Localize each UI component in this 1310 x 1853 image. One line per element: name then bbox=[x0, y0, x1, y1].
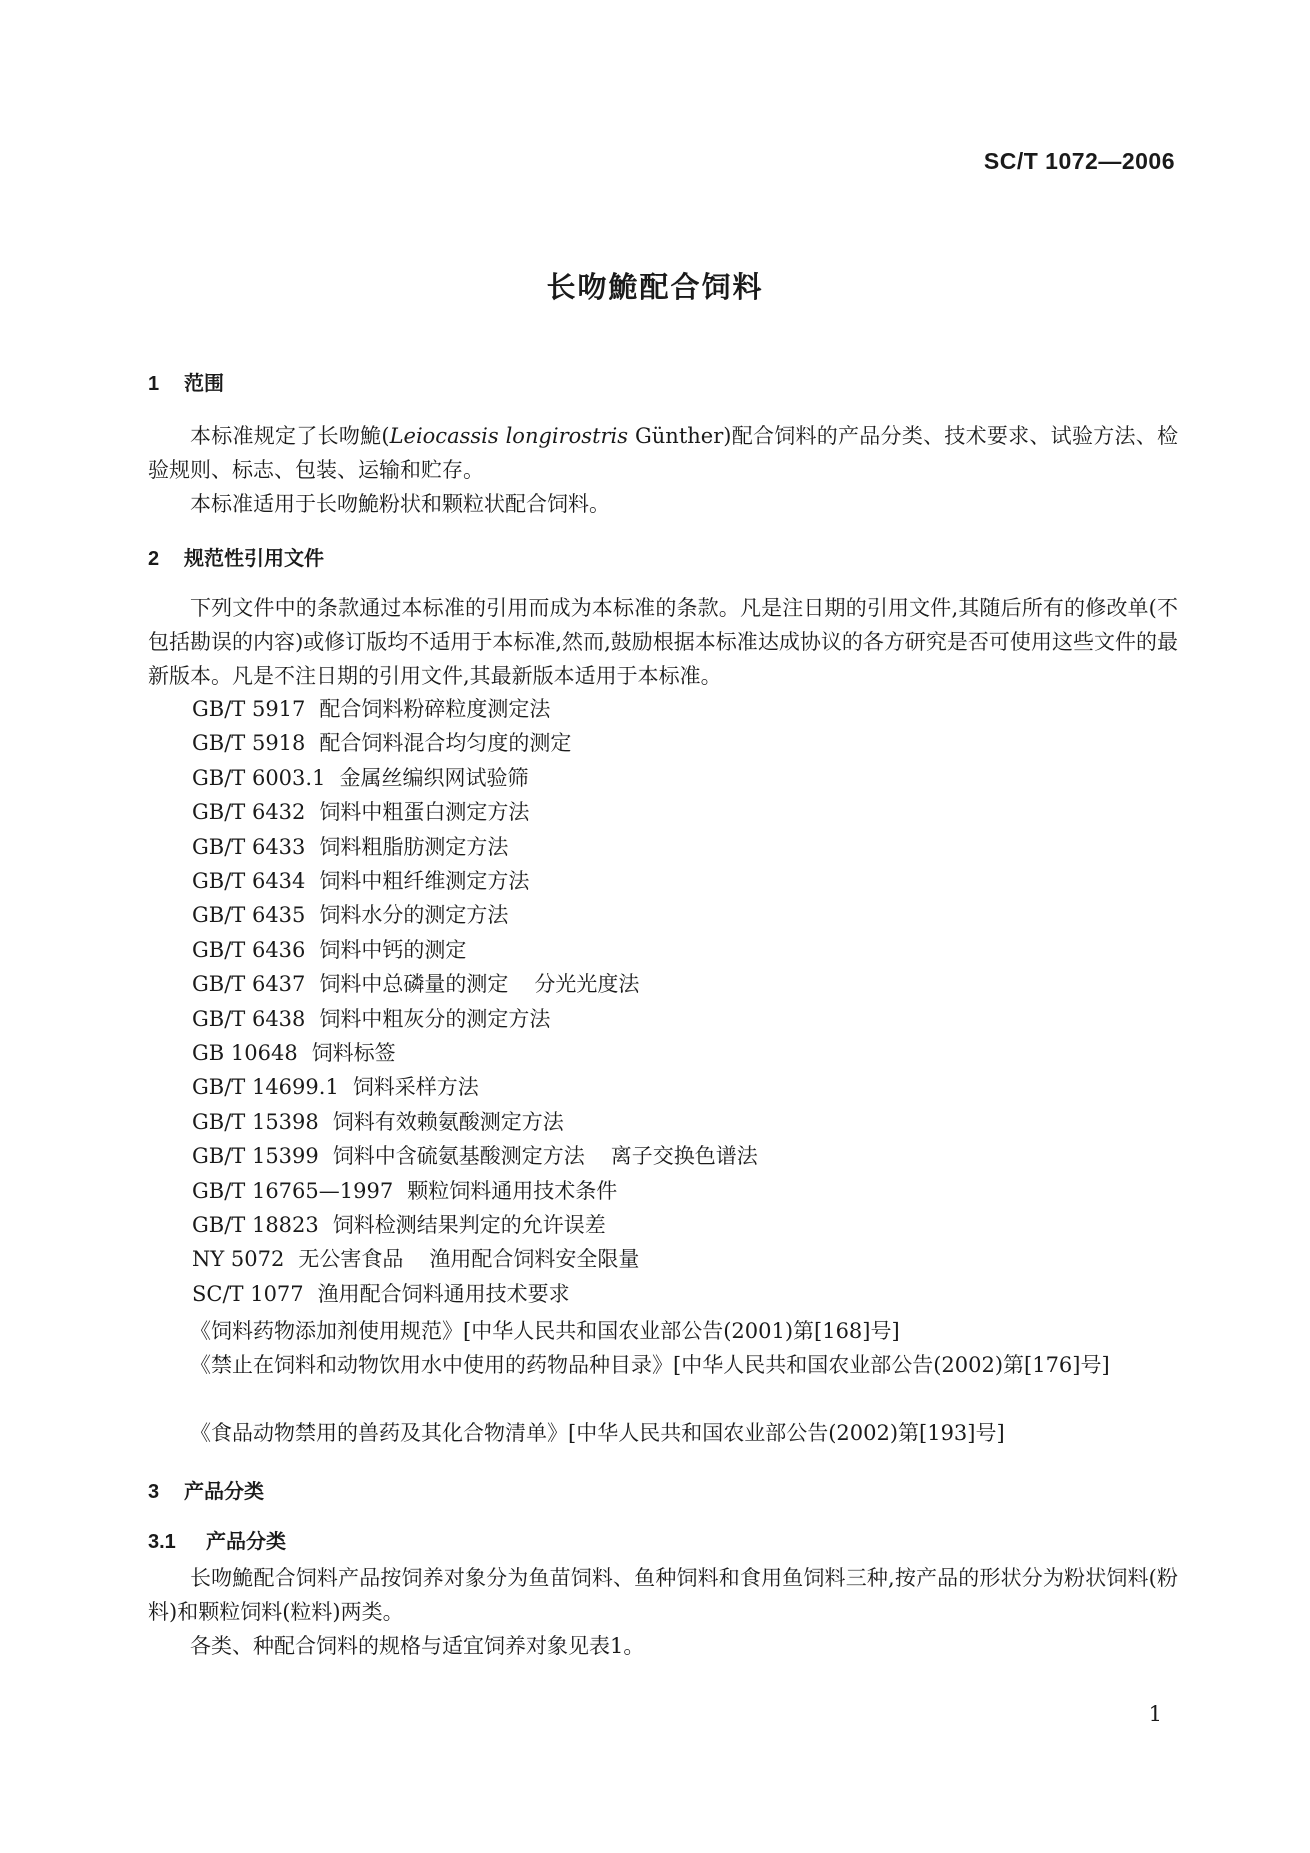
reference-title: 饲料标签 bbox=[311, 1041, 396, 1065]
reference-item bbox=[192, 899, 508, 929]
reference-code: GB/T 6437 bbox=[192, 972, 306, 996]
reference-item bbox=[192, 796, 529, 826]
section-title: 规范性引用文件 bbox=[184, 546, 324, 570]
section-3-paragraph-2: 各类、种配合饲料的规格与适宜饲养对象见表1。 bbox=[190, 1634, 645, 1658]
reference-code: GB/T 15398 bbox=[192, 1110, 319, 1134]
referenced-doc-3: 《食品动物禁用的兽药及其化合物清单》[中华人民共和国农业部公告(2002)第[193]号] bbox=[190, 1421, 1005, 1445]
subsection-number: 3.1 bbox=[148, 1531, 176, 1553]
reference-subtitle: 分光光度法 bbox=[534, 972, 640, 996]
reference-title: 饲料中粗纤维测定方法 bbox=[319, 869, 530, 893]
reference-code: GB/T 15399 bbox=[192, 1144, 319, 1168]
reference-code: SC/T 1077 bbox=[192, 1282, 304, 1306]
section-title: 产品分类 bbox=[184, 1479, 264, 1503]
reference-title: 无公害食品 bbox=[298, 1247, 404, 1271]
reference-title: 饲料中粗灰分的测定方法 bbox=[319, 1007, 551, 1031]
reference-item bbox=[192, 1071, 479, 1101]
reference-code: GB/T 5917 bbox=[192, 697, 306, 721]
referenced-doc-1: 《饲料药物添加剂使用规范》[中华人民共和国农业部公告(2001)第[168]号] bbox=[190, 1319, 900, 1343]
reference-code: GB/T 6434 bbox=[192, 869, 306, 893]
subsection-title: 产品分类 bbox=[206, 1529, 286, 1553]
section-number: 3 bbox=[148, 1481, 160, 1503]
reference-code: GB 10648 bbox=[192, 1041, 298, 1065]
reference-title: 渔用配合饲料通用技术要求 bbox=[317, 1282, 570, 1306]
reference-title: 饲料中总磷量的测定 bbox=[319, 972, 509, 996]
reference-item bbox=[192, 762, 528, 792]
latin-species-name: Leiocassis longirostris bbox=[389, 424, 629, 448]
reference-item bbox=[192, 968, 639, 998]
reference-item bbox=[192, 1278, 570, 1308]
reference-code: GB/T 5918 bbox=[192, 731, 306, 755]
section-title: 范围 bbox=[184, 371, 224, 395]
reference-title: 饲料中钙的测定 bbox=[319, 938, 467, 962]
section-2-intro: 下列文件中的条款通过本标准的引用而成为本标准的条款。凡是注日期的引用文件,其随后所有的修改单(不包括勘误的内容)或修订版均不适用于本标准,然而,鼓励根据本标准达成协议的各方研究是否可使用这些文件的最新版本。凡是不注日期的引用文件,其最新版本适用于本标准。 bbox=[148, 596, 1178, 688]
reference-item bbox=[192, 1140, 758, 1170]
reference-item bbox=[192, 693, 550, 723]
reference-subtitle: 渔用配合饲料安全限量 bbox=[429, 1247, 640, 1271]
reference-item bbox=[192, 1106, 564, 1136]
reference-title: 配合饲料粉碎粒度测定法 bbox=[319, 697, 551, 721]
reference-item bbox=[192, 727, 571, 757]
reference-item bbox=[192, 1037, 396, 1067]
reference-title: 饲料采样方法 bbox=[352, 1075, 479, 1099]
reference-code: GB/T 16765—1997 bbox=[192, 1179, 394, 1203]
section-number: 2 bbox=[148, 548, 160, 570]
reference-item bbox=[192, 1003, 550, 1033]
reference-title: 配合饲料混合均匀度的测定 bbox=[319, 731, 572, 755]
reference-code: GB/T 6436 bbox=[192, 938, 306, 962]
reference-title: 金属丝编织网试验筛 bbox=[339, 766, 529, 790]
reference-title: 颗粒饲料通用技术条件 bbox=[407, 1179, 618, 1203]
reference-code: GB/T 6438 bbox=[192, 1007, 306, 1031]
reference-title: 饲料中含硫氨基酸测定方法 bbox=[332, 1144, 585, 1168]
reference-code: GB/T 6003.1 bbox=[192, 766, 326, 790]
section-3-paragraph-1: 长吻鮠配合饲料产品按饲养对象分为鱼苗饲料、鱼种饲料和食用鱼饲料三种,按产品的形状分为粉状饲料(粉料)和颗粒饲料(粒料)两类。 bbox=[148, 1566, 1178, 1624]
reference-code: GB/T 6432 bbox=[192, 800, 306, 824]
section-1-paragraph-1: 本标准规定了长吻鮠(Leiocassis longirostris Günther)配合饲料的产品分类、技术要求、试验方法、检验规则、标志、包装、运输和贮存。 bbox=[148, 424, 1178, 482]
subsection-3-1-heading bbox=[148, 1525, 286, 1554]
reference-code: NY 5072 bbox=[192, 1247, 285, 1271]
reference-title: 饲料中粗蛋白测定方法 bbox=[319, 800, 530, 824]
standard-code: SC/T 1072—2006 bbox=[983, 148, 1175, 174]
section-number: 1 bbox=[148, 373, 160, 395]
reference-title: 饲料有效赖氨酸测定方法 bbox=[332, 1110, 564, 1134]
referenced-doc-2: 《禁止在饲料和动物饮用水中使用的药物品种目录》[中华人民共和国农业部公告(2002)第[176]号] bbox=[190, 1353, 1110, 1377]
reference-subtitle: 离子交换色谱法 bbox=[610, 1144, 758, 1168]
reference-item bbox=[192, 1175, 617, 1205]
reference-item bbox=[192, 934, 466, 964]
reference-item bbox=[192, 1243, 639, 1273]
reference-code: GB/T 6435 bbox=[192, 903, 306, 927]
reference-item bbox=[192, 1209, 606, 1239]
document-title: 长吻鮠配合饲料 bbox=[546, 270, 764, 304]
section-3-heading bbox=[148, 1475, 264, 1504]
reference-code: GB/T 14699.1 bbox=[192, 1075, 339, 1099]
section-1-paragraph-2: 本标准适用于长吻鮠粉状和颗粒状配合饲料。 bbox=[190, 492, 610, 516]
reference-item bbox=[192, 865, 529, 895]
page-number: 1 bbox=[1148, 1702, 1162, 1726]
reference-code: GB/T 18823 bbox=[192, 1213, 319, 1237]
reference-title: 饲料粗脂肪测定方法 bbox=[319, 835, 509, 859]
section-1-heading bbox=[148, 367, 224, 396]
section-2-heading bbox=[148, 542, 324, 571]
reference-title: 饲料检测结果判定的允许误差 bbox=[332, 1213, 606, 1237]
reference-title: 饲料水分的测定方法 bbox=[319, 903, 509, 927]
reference-code: GB/T 6433 bbox=[192, 835, 306, 859]
reference-item bbox=[192, 831, 508, 861]
